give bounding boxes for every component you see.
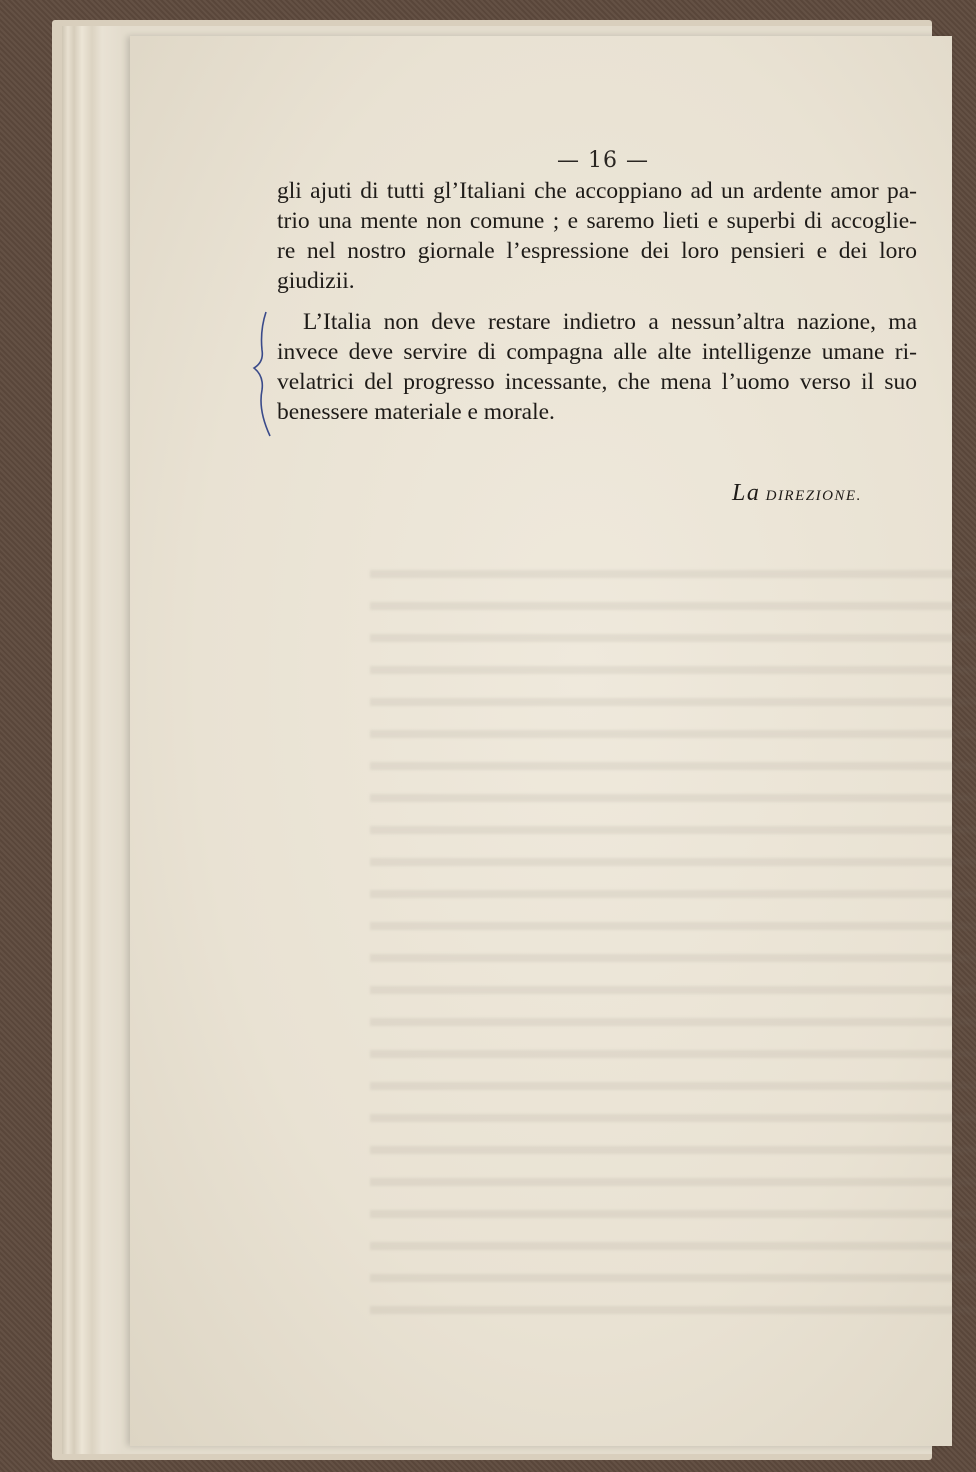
text-line: benessere materiale e morale.: [277, 399, 555, 425]
body-text: [277, 176, 917, 427]
handwritten-bracket-mark: [244, 310, 274, 440]
text-line: trio una mente non comune ; e saremo lieti e superbi di accoglie-: [277, 208, 917, 234]
paragraph-1: [277, 176, 917, 296]
signature-rest: DIREZIONE.: [760, 488, 862, 504]
text-line: L’Italia non deve restare indietro a nessun’altra nazione, ma: [303, 309, 917, 335]
paragraph-2: [277, 307, 917, 427]
text-line: velatrici del progresso incessante, che mena l’uomo verso il suo: [277, 369, 917, 395]
text-line: re nel nostro giornale l’espressione dei loro pensieri e dei loro: [277, 238, 917, 264]
signature: [732, 480, 862, 507]
text-line: gli ajuti di tutti gl’Italiani che accoppiano ad un ardente amor pa-: [277, 178, 917, 204]
signature-initial: La: [732, 480, 761, 506]
text-line: giudizii.: [277, 268, 355, 294]
page-number: — 16 —: [557, 148, 649, 173]
bleed-through-text: [370, 556, 976, 1316]
text-line: invece deve servire di compagna alle alte intelligenze umane ri-: [277, 339, 917, 365]
